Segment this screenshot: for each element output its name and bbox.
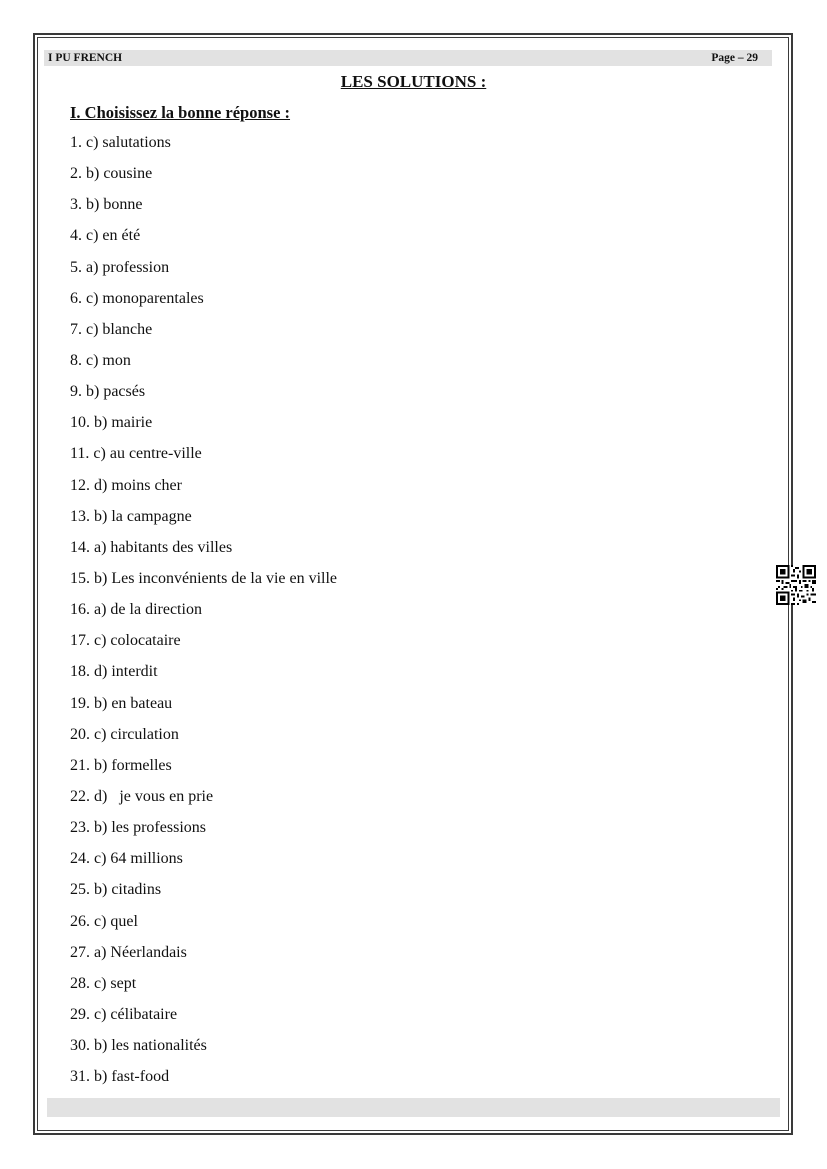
answer-item: 28. c) sept [70, 974, 137, 992]
answer-item: 19. b) en bateau [70, 694, 173, 712]
answer-item: 22. d) je vous en prie [70, 787, 214, 805]
answer-item: 2. b) cousine [70, 165, 153, 183]
answer-item: 27. a) Néerlandais [70, 943, 187, 961]
answer-item: 7. c) blanche [70, 320, 153, 338]
answer-item: 1. c) salutations [70, 134, 171, 151]
qr-code-icon [776, 565, 816, 605]
section-heading: I. Choisissez la bonne réponse : [70, 103, 291, 122]
answer-item: 6. c) monoparentales [70, 289, 204, 307]
answer-list [70, 133, 337, 1098]
answer-item: 15. b) Les inconvénients de la vie en ville [70, 569, 338, 587]
page-number: Page – 29 [711, 52, 758, 64]
answer-item: 31. b) fast-food [70, 1068, 170, 1086]
answer-item: 23. b) les professions [70, 819, 206, 837]
page-title: LES SOLUTIONS : [340, 72, 487, 91]
answer-item: 25. b) citadins [70, 881, 162, 899]
answer-item: 10. b) mairie [70, 414, 153, 432]
answer-item: 16. a) de la direction [70, 601, 202, 619]
answer-item: 13. b) la campagne [70, 507, 192, 525]
answer-item: 24. c) 64 millions [70, 850, 183, 868]
answer-item: 5. a) profession [70, 258, 170, 276]
answer-item: 29. c) célibataire [70, 1005, 178, 1023]
answer-item: 12. d) moins cher [70, 476, 182, 494]
answer-item: 11. c) au centre-ville [70, 445, 202, 463]
course-label: I PU FRENCH [48, 52, 123, 64]
answer-item: 9. b) pacsés [70, 383, 146, 401]
answer-item: 21. b) formelles [70, 756, 172, 774]
answer-item: 18. d) interdit [70, 663, 158, 681]
answer-item: 26. c) quel [70, 912, 138, 930]
header-bar [44, 50, 772, 66]
answer-item: 14. a) habitants des villes [70, 538, 233, 556]
answer-item: 8. c) mon [70, 351, 131, 369]
footer-bar [47, 1098, 780, 1117]
answer-item: 20. c) circulation [70, 725, 179, 743]
answer-item: 4. c) en été [70, 227, 141, 245]
answer-item: 3. b) bonne [70, 196, 143, 214]
answer-item: 17. c) colocataire [70, 632, 181, 650]
answer-item: 30. b) les nationalités [70, 1037, 207, 1055]
